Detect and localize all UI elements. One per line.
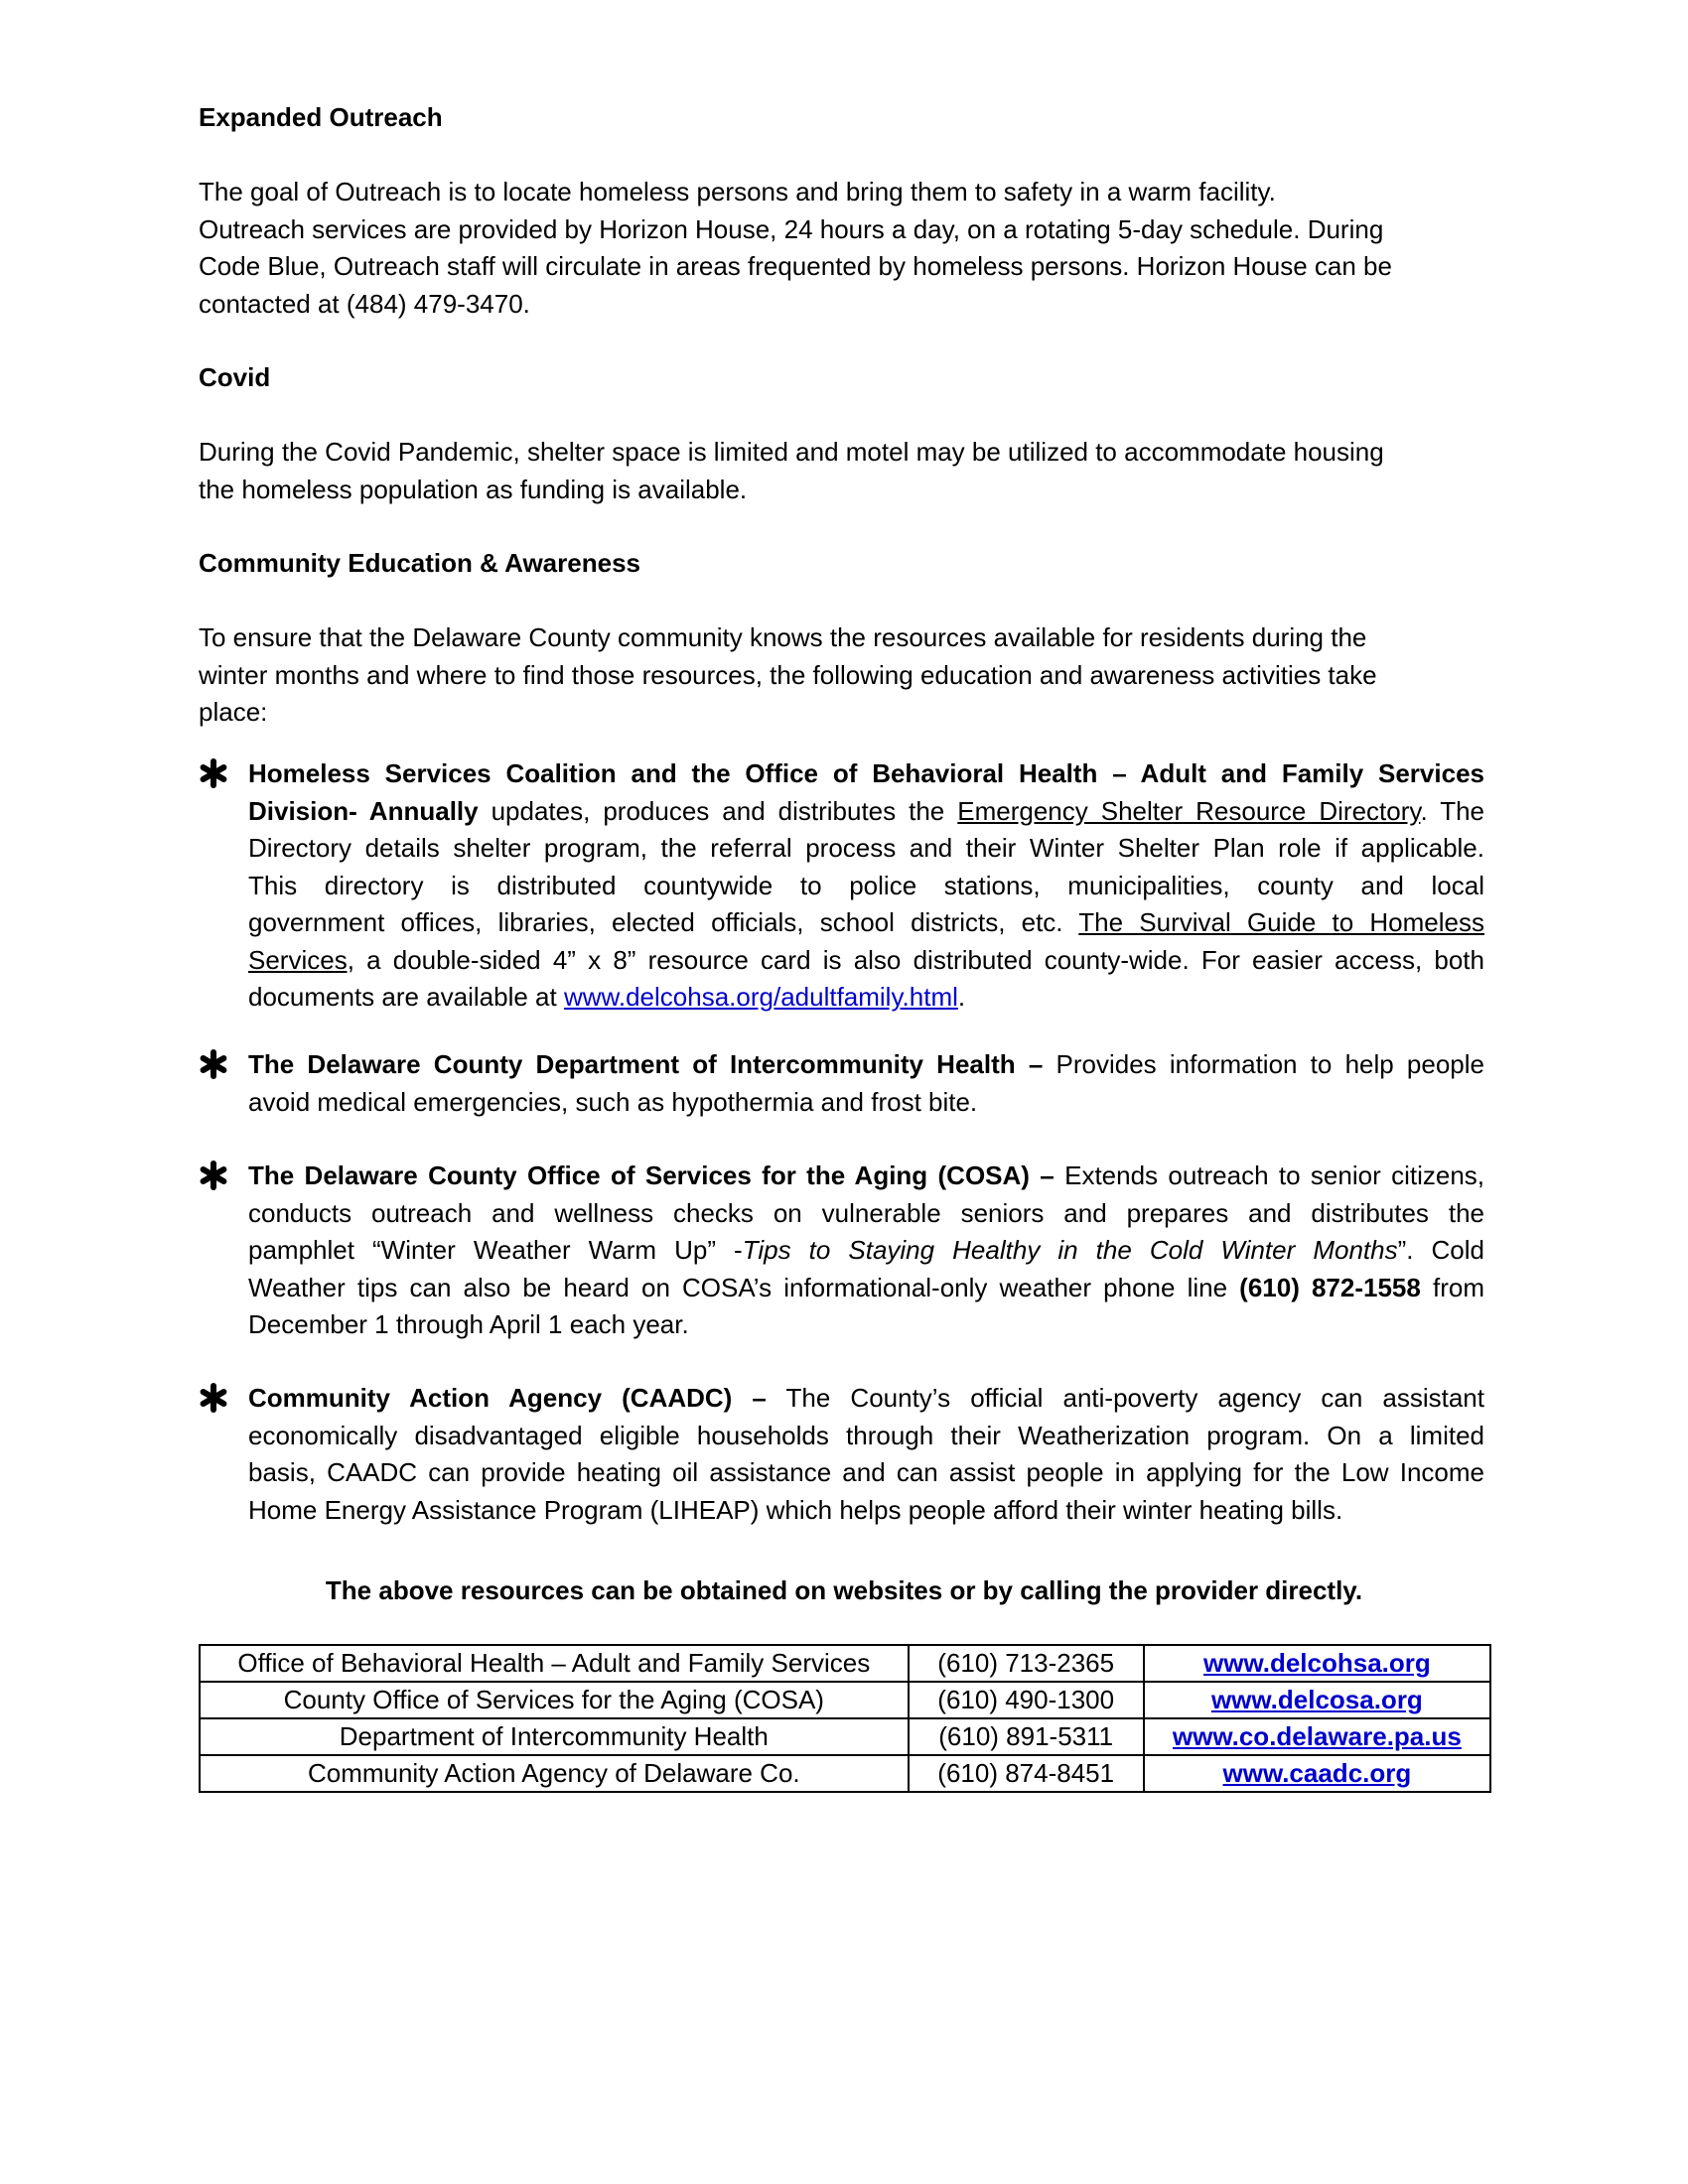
table-row: [200, 1718, 1490, 1755]
resource-table: [199, 1644, 1491, 1793]
outreach-line: Code Blue, Outreach staff will circulate in areas frequented by homeless persons. Horizon House can be: [199, 251, 1392, 281]
bullet-line: [248, 979, 1484, 1017]
bullet-caadc: [248, 1380, 1484, 1529]
bullet-line: conducts outreach and wellness checks on vulnerable seniors and prepares and distributes the: [248, 1197, 1484, 1228]
provider-website-link[interactable]: www.delcosa.org: [1210, 1685, 1423, 1714]
phone-number: (610) 872-1558: [1239, 1272, 1421, 1302]
bullet-line: [248, 793, 1484, 831]
bullet-line: basis, CAADC can provide heating oil assistance and can assist people in applying for the Low Income: [248, 1457, 1484, 1487]
bold-text: Community Action Agency (CAADC) –: [248, 1383, 767, 1413]
outreach-line: contacted at (484) 479-3470.: [199, 288, 530, 319]
outreach-paragraph: [199, 174, 1484, 323]
bullet-line: [248, 1232, 1484, 1270]
directory-title: Emergency Shelter Resource Directory: [957, 795, 1421, 826]
provider-name: Community Action Agency of Delaware Co.: [200, 1755, 909, 1792]
bullet-line: [248, 1380, 1484, 1418]
provider-name: County Office of Services for the Aging (COSA): [200, 1682, 909, 1718]
survival-guide-title: Services,: [248, 944, 354, 975]
table-row: [200, 1755, 1490, 1792]
table-row: [200, 1645, 1490, 1682]
covid-paragraph: [199, 434, 1484, 508]
bullet-line: [248, 1158, 1484, 1195]
bullet-line: December 1 through April 1 each year.: [248, 1309, 689, 1339]
bullet-line: Home Energy Assistance Program (LIHEAP) which helps people afford their winter heating bills.: [248, 1494, 1343, 1525]
provider-website-link[interactable]: www.caadc.org: [1222, 1758, 1412, 1788]
bullet-line: [248, 904, 1484, 942]
survival-guide-title: The Survival Guide to Homeless: [1078, 907, 1484, 937]
outreach-line: Outreach services are provided by Horizon House, 24 hours a day, on a rotating 5-day schedule. During: [199, 213, 1384, 244]
bullet-line: Directory details shelter program, the referral process and their Winter Shelter Plan role if applicable.: [248, 833, 1484, 863]
text: a double-sided 4” x 8” resource card is also distributed county-wide. For easier access, both: [353, 944, 1484, 975]
asterisk-star-icon: [199, 1383, 228, 1413]
adultfamily-link[interactable]: www.delcohsa.org/adultfamily.html: [563, 982, 958, 1012]
text: pamphlet “Winter Weather Warm Up” -: [248, 1235, 743, 1265]
text: updates, produces and distributes the: [478, 795, 958, 826]
provider-name: Department of Intercommunity Health: [200, 1718, 909, 1755]
pamphlet-subtitle: Tips to Staying Healthy in the Cold Winter Months: [742, 1235, 1398, 1265]
education-heading: Community Education & Awareness: [199, 548, 640, 578]
bullet-line: economically disadvantaged eligible households through their Weatherization program. On a limited: [248, 1420, 1484, 1450]
text: ”. Cold: [1397, 1235, 1485, 1265]
text: The County’s official anti-poverty agency can assistant: [766, 1383, 1484, 1413]
closing-statement: The above resources can be obtained on websites or by calling the provider directly.: [325, 1575, 1363, 1605]
provider-name: Office of Behavioral Health – Adult and Family Services: [200, 1645, 909, 1682]
outreach-line: The goal of Outreach is to locate homeless persons and bring them to safety in a warm facility.: [199, 177, 1276, 206]
text: .: [957, 982, 966, 1012]
text: Provides information to help people: [1043, 1049, 1485, 1079]
provider-website-cell: [1144, 1645, 1490, 1682]
text: documents are available at: [248, 982, 564, 1012]
text: Weather tips can also be heard on COSA’s informational-only weather phone line: [248, 1272, 1240, 1302]
asterisk-star-icon: [199, 758, 228, 788]
bullet-intercommunity-health: [248, 1046, 1484, 1121]
bullet-line: [248, 942, 1484, 980]
bullet-line: This directory is distributed countywide to police stations, municipalities, county and local: [248, 870, 1484, 900]
text: Extends outreach to senior citizens,: [1054, 1160, 1484, 1190]
covid-line: During the Covid Pandemic, shelter space is limited and motel may be utilized to accommodate housing: [199, 437, 1384, 467]
covid-heading: Covid: [199, 362, 271, 392]
education-line: winter months and where to find those resources, the following education and awareness activities take: [199, 659, 1377, 690]
bullet-coalition: [248, 755, 1484, 1017]
provider-website-link[interactable]: www.delcohsa.org: [1203, 1648, 1431, 1678]
table-row: [200, 1682, 1490, 1718]
text: from: [1420, 1272, 1484, 1302]
provider-website-cell: [1144, 1718, 1490, 1755]
bullet-line: Homeless Services Coalition and the Office of Behavioral Health – Adult and Family Services: [248, 758, 1484, 788]
education-line: To ensure that the Delaware County community knows the resources available for residents during the: [199, 622, 1367, 652]
asterisk-star-icon: [199, 1049, 228, 1079]
bullet-line: [248, 1046, 1484, 1084]
bullet-line: [248, 1270, 1484, 1307]
asterisk-star-icon: [199, 1160, 228, 1190]
provider-phone: (610) 490-1300: [909, 1682, 1144, 1718]
education-paragraph: [199, 619, 1484, 732]
covid-line: the homeless population as funding is available.: [199, 474, 748, 504]
bold-text: The Delaware County Department of Intercommunity Health –: [248, 1049, 1044, 1079]
bullet-line: avoid medical emergencies, such as hypothermia and frost bite.: [248, 1086, 978, 1117]
provider-website-cell: [1144, 1755, 1490, 1792]
bold-text: Division- Annually: [248, 795, 479, 826]
provider-phone: (610) 713-2365: [909, 1645, 1144, 1682]
outreach-heading: Expanded Outreach: [199, 102, 443, 132]
provider-phone: (610) 891-5311: [909, 1718, 1144, 1755]
text: . The: [1420, 795, 1485, 826]
provider-website-link[interactable]: www.co.delaware.pa.us: [1172, 1721, 1462, 1751]
education-line: place:: [199, 697, 268, 727]
bold-text: The Delaware County Office of Services for the Aging (COSA) –: [248, 1160, 1055, 1190]
provider-phone: (610) 874-8451: [909, 1755, 1144, 1792]
bullet-cosa: [248, 1158, 1484, 1344]
text: government offices, libraries, elected officials, school districts, etc.: [248, 907, 1079, 937]
provider-website-cell: [1144, 1682, 1490, 1718]
